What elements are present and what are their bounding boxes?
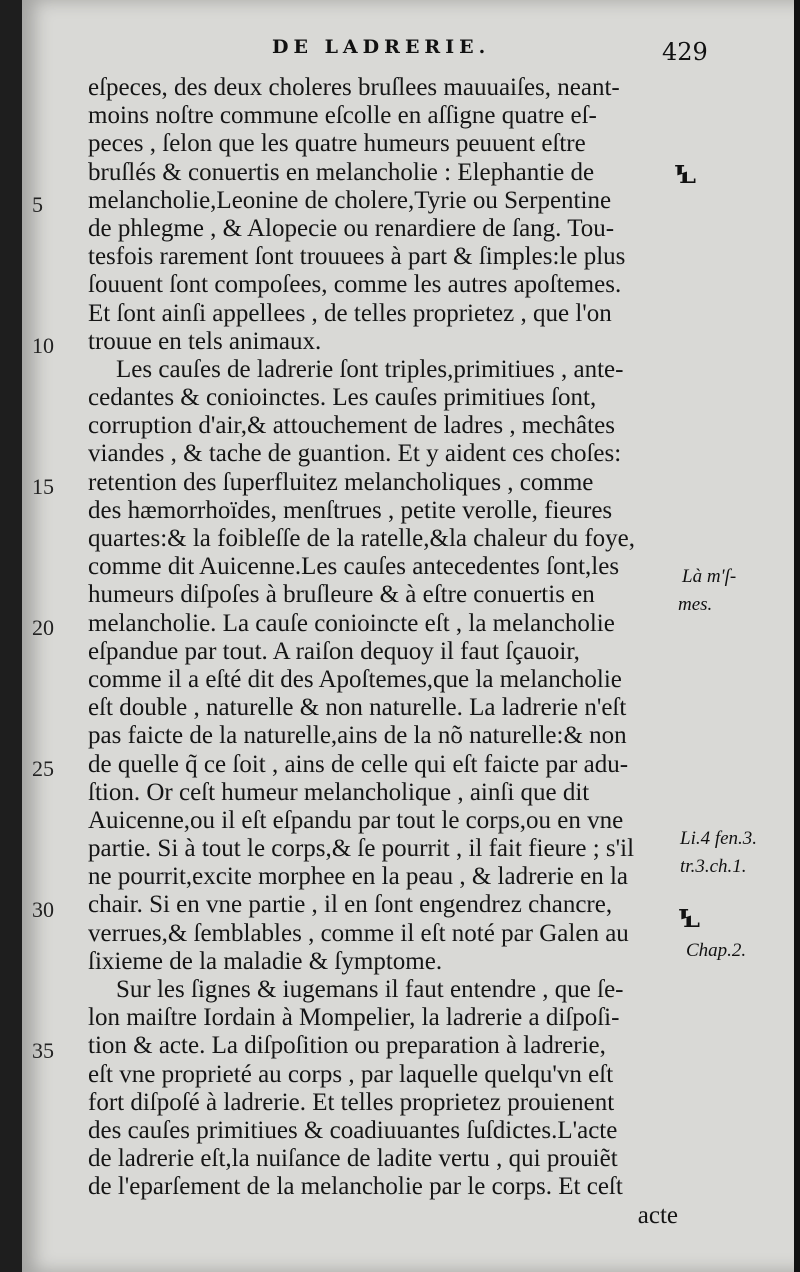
- text-line: eſpeces, des deux choleres bruſlees mauuaiſes, neant-: [88, 74, 620, 101]
- text-line: Les cauſes de ladrerie ſont triples,primitiues , ante-: [116, 355, 624, 383]
- text-line: verrues,& ſemblables , comme il eſt noté par Galen au: [88, 919, 629, 947]
- margin-note: Là m'ſ-: [682, 566, 737, 587]
- text-line: eſt vne proprieté au corps , par laquelle quelqu'vn eſt: [88, 1060, 614, 1088]
- text-line: eſpandue par tout. A raiſon dequoy il faut ſçauoir,: [88, 637, 580, 665]
- text-line: chair. Si en vne partie , il en ſont engendrez chancre,: [88, 891, 613, 919]
- text-line: humeurs diſpoſes à bruſleure & à eſtre conuertis en: [88, 581, 595, 609]
- text-line: des hæmorrhoïdes, menſtrues , petite verolle, fieures: [88, 496, 613, 524]
- text-line: ne pourrit,excite morphee en la peau , & ladrerie en la: [88, 863, 629, 891]
- line-number: 5: [32, 192, 43, 217]
- text-line: quartes:& la foibleſſe de la ratelle,&la chaleur du foye,: [88, 525, 635, 552]
- line-number: 35: [32, 1038, 54, 1063]
- text-line: de quelle q̃ ce ſoit , ains de celle qui eſt faicte par adu-: [88, 750, 629, 778]
- text-line: ſouuent ſont compoſees, comme les autres apoſtemes.: [88, 271, 622, 299]
- margin-note: tr.3.ch.1.: [680, 856, 747, 877]
- margin-mark-icon: Ꝇ: [678, 904, 700, 933]
- text-line: comme il a eſté dit des Apoſtemes,que la melancholie: [88, 665, 622, 693]
- text-line: comme dit Auicenne.Les cauſes antecedentes ſont,les: [88, 553, 620, 581]
- text-line: fort diſpoſé à ladrerie. Et telles proprietez prouienent: [88, 1088, 615, 1116]
- text-line: Sur les ſignes & iugemans il faut entendre , que ſe-: [116, 976, 624, 1003]
- line-number: 25: [32, 756, 54, 781]
- text-line: lon maiſtre Iordain à Mompelier, la ladrerie a diſpoſi-: [88, 1004, 620, 1032]
- text-line: trouue en tels animaux.: [88, 327, 322, 355]
- running-title: DE LADRERIE.: [272, 36, 491, 58]
- line-number: 30: [32, 897, 54, 922]
- line-number: 15: [32, 474, 54, 499]
- text-line: cedantes & conioinctes. Les cauſes primitiues ſont,: [88, 384, 597, 412]
- text-line: ſixieme de la maladie & ſymptome.: [88, 947, 443, 975]
- text-line: ſtion. Or ceſt humeur melancholique , ainſi que dit: [88, 778, 590, 806]
- text-line: bruſlés & conuertis en melancholie : Elephantie de: [88, 158, 595, 186]
- text-line: partie. Si à tout le corps,& ſe pourrit , il fait fieure ; s'il: [88, 835, 635, 863]
- text-line: melancholie,Leonine de cholere,Tyrie ou Serpentine: [88, 186, 612, 214]
- text-line: moins noſtre commune eſcolle en aſſigne quatre eſ-: [88, 102, 597, 130]
- text-line: Et ſont ainſi appellees , de telles proprietez , que l'on: [88, 299, 612, 327]
- margin-note: Li.4 fen.3.: [680, 828, 758, 849]
- text-line: eſt double , naturelle & non naturelle. La ladrerie n'eſt: [88, 694, 627, 722]
- text-line: des cauſes primitiues & coadiuuantes ſuſdictes.L'acte: [88, 1116, 618, 1144]
- text-line: tesfois rarement ſont trouuees à part & ſimples:le plus: [88, 243, 626, 271]
- margin-mark-icon: Ꝇ: [674, 160, 696, 189]
- margin-note: Chap.2.: [686, 940, 747, 961]
- line-number: 10: [32, 333, 54, 358]
- text-line: viandes , & tache de guantion. Et y aident ces choſes:: [88, 440, 622, 468]
- page-edge-shadow: [794, 0, 800, 1272]
- text-line: tion & acte. La diſpoſition ou preparation à ladrerie,: [88, 1032, 606, 1060]
- text-line: melancholie. La cauſe conioincte eſt , la melancholie: [88, 609, 615, 637]
- page-number: 429: [662, 38, 708, 66]
- catchword: acte: [637, 1201, 678, 1229]
- line-number: 20: [32, 615, 54, 640]
- text-line: pas faicte de la naturelle,ains de la nõ naturelle:& non: [88, 722, 627, 750]
- text-line: de ladrerie eſt,la nuiſance de ladite vertu , qui prouiẽt: [88, 1145, 618, 1173]
- text-line: Auicenne,ou il eſt eſpandu par tout le corps,ou en vne: [88, 806, 624, 834]
- text-line: retention des ſuperfluitez melancholiques , comme: [88, 468, 594, 496]
- text-line: peces , ſelon que les quatre humeurs peuuent eſtre: [88, 130, 586, 158]
- margin-note: mes.: [678, 594, 713, 615]
- text-line: de phlegme , & Alopecie ou renardiere de ſang. Tou-: [88, 214, 615, 242]
- text-line: corruption d'air,& attouchement de ladres , mechâtes: [88, 412, 615, 440]
- text-line: de l'eparſement de la melancholie par le corps. Et ceſt: [88, 1173, 623, 1201]
- body-text: [88, 74, 678, 1230]
- book-page: [22, 0, 800, 1272]
